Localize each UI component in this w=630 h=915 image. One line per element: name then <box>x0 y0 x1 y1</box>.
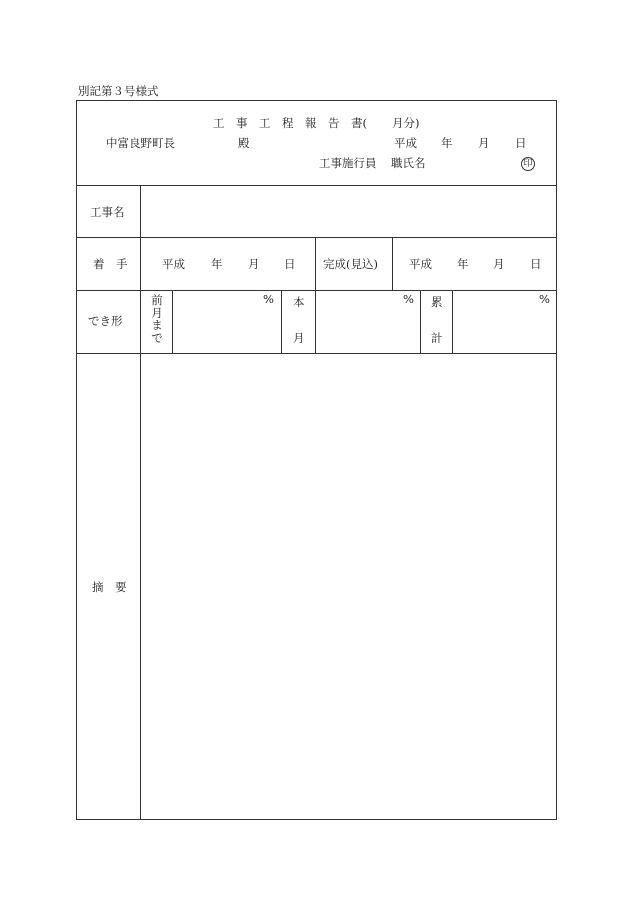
dates-divider-1 <box>315 237 316 290</box>
reporter-role: 工事施行員 <box>319 156 377 170</box>
start-day: 日 <box>284 257 296 271</box>
report-title: 工 事 工 程 報 告 書( <box>213 116 367 130</box>
previous-label-char: 前 <box>151 293 163 307</box>
progress-divider-d <box>420 290 421 353</box>
previous-months-label <box>150 294 164 344</box>
cumulative-label-top: 累 <box>431 295 443 309</box>
table-border-left <box>76 100 77 820</box>
cumulative-percent-unit: % <box>539 292 550 306</box>
progress-divider-b <box>281 290 282 353</box>
current-month-label-bottom: 月 <box>293 331 305 345</box>
table-border-right <box>556 100 557 820</box>
current-percent-unit: % <box>403 292 414 306</box>
progress-label: でき形 <box>88 314 123 328</box>
current-progress-field[interactable] <box>316 291 420 353</box>
start-label: 着 手 <box>93 257 128 271</box>
previous-label-char: 月 <box>151 305 163 320</box>
completion-label: 完成(見込) <box>323 257 378 271</box>
table-border-bottom <box>76 819 557 820</box>
previous-label-char: で <box>151 330 163 345</box>
completion-date-field[interactable] <box>393 238 556 290</box>
previous-label-char: ま <box>151 318 163 332</box>
summary-field[interactable] <box>141 354 556 819</box>
form-number: 別記第３号様式 <box>78 84 159 98</box>
header-date-day: 日 <box>515 136 527 150</box>
start-era: 平成 <box>162 257 185 271</box>
start-date-field[interactable] <box>141 238 315 290</box>
cumulative-label-bottom: 計 <box>431 331 443 345</box>
addressee: 中富良野町長 <box>106 136 175 150</box>
header-date-year: 年 <box>441 136 453 150</box>
completion-year: 年 <box>457 257 469 271</box>
previous-percent-unit: % <box>263 292 274 306</box>
reporter-name-label: 職氏名 <box>391 156 426 170</box>
completion-era: 平成 <box>409 257 432 271</box>
completion-day: 日 <box>530 257 542 271</box>
honorific: 殿 <box>238 136 250 150</box>
project-name-label: 工事名 <box>90 205 125 219</box>
cumulative-progress-field[interactable] <box>453 291 556 353</box>
header-date-era: 平成 <box>394 136 417 150</box>
current-month-label-top: 本 <box>293 295 305 309</box>
seal-icon: 印 <box>521 157 535 171</box>
summary-label: 摘 要 <box>92 580 127 594</box>
completion-month: 月 <box>493 257 505 271</box>
start-year: 年 <box>211 257 223 271</box>
start-month: 月 <box>248 257 260 271</box>
table-border-top <box>76 100 557 101</box>
report-title-month: 月分) <box>392 116 420 130</box>
project-name-field[interactable] <box>141 186 556 237</box>
header-date-month: 月 <box>478 136 490 150</box>
previous-progress-field[interactable] <box>173 291 281 353</box>
